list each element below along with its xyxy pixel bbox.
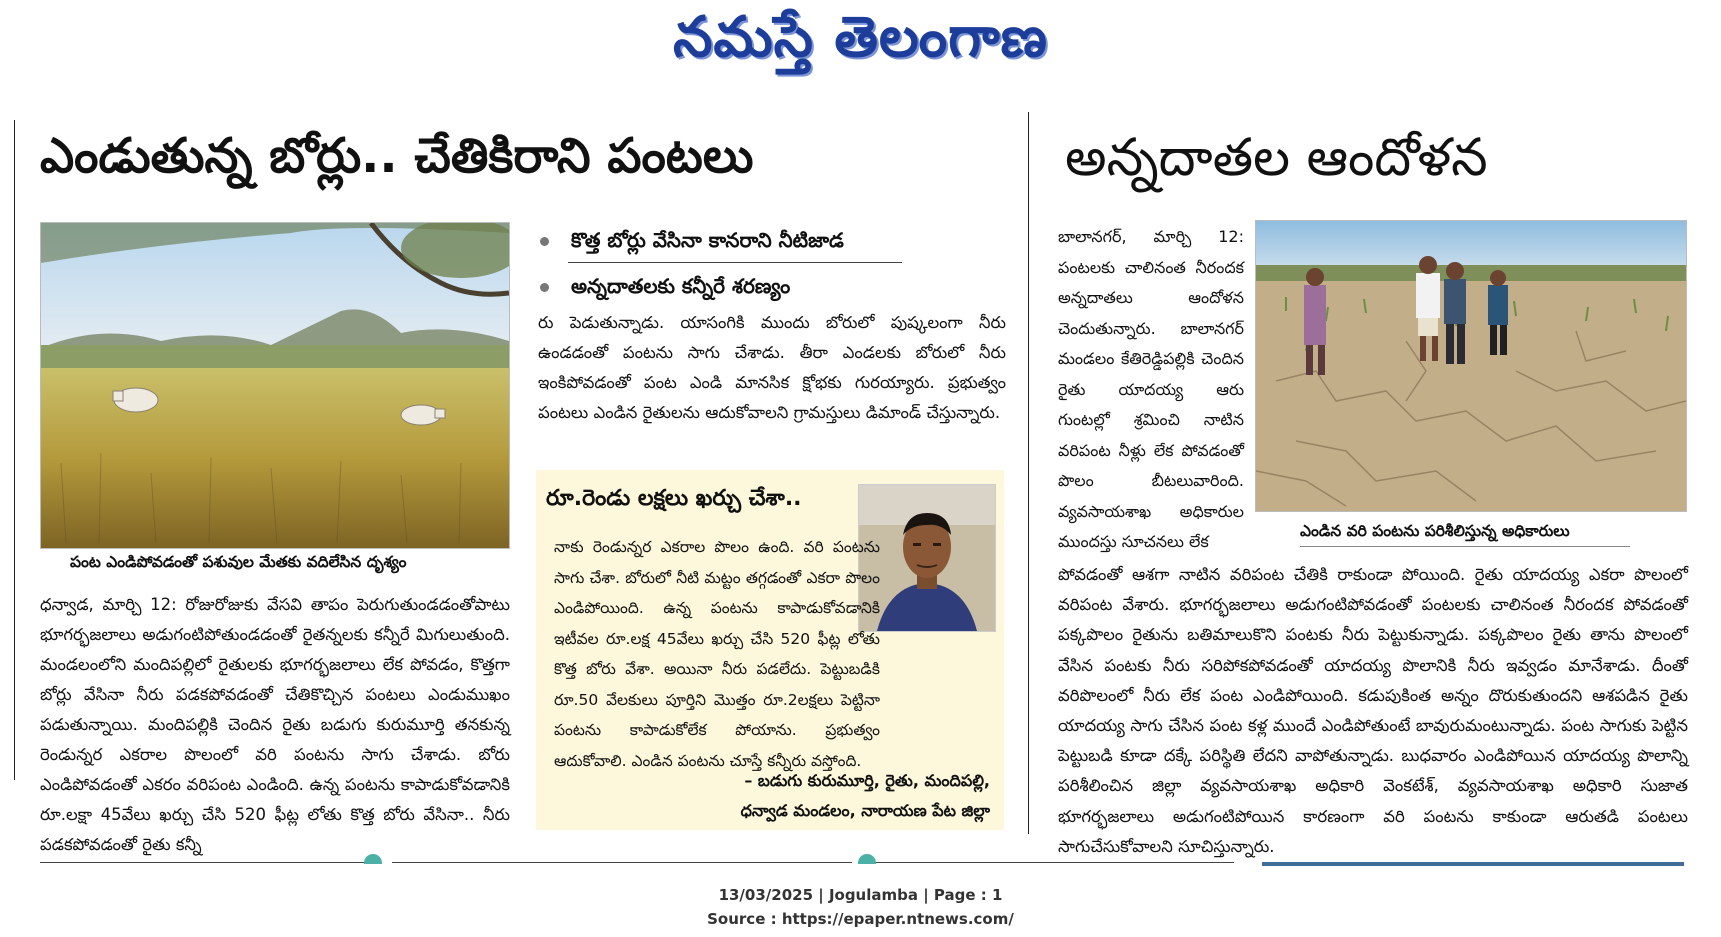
right-photo-caption: ఎండిన వరి పంటను పరిశీలిస్తున్న అధికారులు	[1300, 522, 1570, 540]
right-body-text: పోవడంతో ఆశగా నాటిన వరిపంట చేతికి రాకుండా పోయింది. రైతు యాదయ్య ఎకరా పొలంలో వరిపంట వేశారు. భూగర్భజలాలు అడుగంటిపోవడంతో పంటలకు చాలినంత నీరందక పోవడంతో పక్కపొలం రైతును బతిమాలుకొని పంటకు నీరు పెట్టుకున్నాడు. పక్కపొలం రైతు తాను పొలంలో వేసిన పంటకు నీరు సరిపోకపోవడంతో యాదయ్య పొలానికి నీరు ఇవ్వడం మానేశాడు. దీంతో వరిపొలంలో నీరు లేక పంట ఎండిపోయింది. కడుపుకింత అన్నం దొరుకుతుందని ఆశపడిన రైతు యాదయ్య సాగు చేసిన పంట కళ్ల ముందే ఎండిపోతుంటే బావురుమంటున్నాడు. పంట సాగుకు పెట్టిన పెట్టుబడి కూడా దక్కే పరిస్థితి లేదని వాపోతున్నాడు. బుధవారం ఎండిపోయిన యాదయ్య పొలాన్ని పరిశీలించిన జిల్లా వ్యవసాయశాఖ అధికారి వెంకటేశ్, వ్యవసాయశాఖ అధికారి సుజాత భూగర్భజలాలు అడుగంటిపోయిన కారణంగా వరి పంటను కాకుండా ఆరుతడి పంటలు సాగుచేసుకోవాలని సూచిస్తున్నారు.	[1058, 565, 1688, 856]
bullet-item	[540, 274, 790, 303]
left-article-body	[40, 590, 510, 860]
bullet-icon	[540, 237, 549, 246]
bottom-rule-left	[40, 862, 370, 863]
bottom-rule-mid2	[874, 862, 1234, 863]
quote-signature	[741, 766, 990, 826]
bullet-text: కొత్త బోర్లు వేసినా కానరాని నీటిజాడ	[571, 228, 844, 252]
bullet-item	[540, 228, 844, 257]
masthead	[0, 4, 1721, 84]
column-divider	[1028, 112, 1029, 834]
right-intro-text: బాలానగర్, మార్చి 12: పంటలకు చాలినంత నీరందక అన్నదాతలు ఆందోళన చెందుతున్నారు. బాలానగర్ మండలం కేతిరెడ్డిపల్లికి చెందిన రైతు యాదయ్య ఆరు గుంటల్లో శ్రమించి నాటిన వరిపంట నీళ్లు లేక పోవడంతో పొలం బీటలువారింది. వ్యవసాయశాఖ అధికారుల ముందస్తు సూచనలు లేక	[1058, 227, 1244, 551]
farmer-quote-box	[536, 470, 1004, 830]
signature-line: ధన్వాడ మండలం, నారాయణ పేట జిల్లా	[740, 801, 990, 820]
left-article-continuation	[538, 308, 1006, 428]
paddy-inspection-illustration	[1256, 221, 1686, 511]
caption-underline	[1300, 546, 1630, 547]
dry-field-illustration	[41, 223, 509, 548]
left-headline: ఎండుతున్న బోర్లు.. చేతికిరాని పంటలు	[40, 128, 754, 184]
paddy-inspection-photo	[1255, 220, 1687, 512]
right-article-body	[1058, 560, 1688, 862]
dry-field-photo	[40, 222, 510, 549]
bullet-text: అన్నదాతలకు కన్నీరే శరణ్యం	[571, 274, 791, 298]
right-article-intro	[1058, 222, 1244, 558]
bullet-icon	[540, 283, 549, 292]
continuation-text: రు పెడుతున్నాడు. యాసంగికి ముందు బోరులో పుష్కలంగా నీరు ఉండడంతో పంటను సాగు చేశాడు. తీరా ఎండలకు బోరులో నీరు ఇంకిపోవడంతో పంట ఎండి మానసిక క్షోభకు గురయ్యారు. ప్రభుత్వం పంటలు ఎండిన రైతులను ఆదుకోవాలని గ్రామస్తులు డిమాండ్ చేస్తున్నారు.	[538, 313, 1006, 422]
bottom-rule-mid	[392, 862, 852, 863]
bullet-divider	[568, 262, 902, 263]
newspaper-logo: నమస్తే తెలంగాణ	[673, 4, 1048, 70]
left-border	[14, 120, 15, 780]
footer-date-edition: 13/03/2025 | Jogulamba | Page : 1	[718, 886, 1003, 904]
ornament-icon	[858, 854, 876, 864]
left-body-text: ధన్వాడ, మార్చి 12: రోజురోజుకు వేసవి తాపం పెరుగుతుండడంతోపాటు భూగర్భజలాలు అడుగంటిపోతుండడంతో రైతన్నలకు కన్నీరే మిగులుతుంది. మండలంలోని మందిపల్లిలో రైతులకు భూగర్భజలాలు లేక పోవడం, కొత్తగా బోర్లు వేసినా నీరు పడకపోవడంతో చేతికొచ్చిన పంటలు ఎండుముఖం పడుతున్నాయి. మందిపల్లికి చెందిన రైతు బడుగు కురుమూర్తి తనకున్న రెండున్నర ఎకరాల పొలంలో వరి పంటను సాగు చేశాడు. బోరు ఎండిపోవడంతో ఎకరం వరిపంట ఎండింది. ఉన్న పంటను కాపాడుకోవడానికి రూ.లక్షా 45వేలు ఖర్చు చేసి 520 ఫీట్ల లోతు కొత్త బోరు వేసినా.. నీరు పడకపోవడంతో రైతు కన్నీ	[40, 595, 510, 854]
quote-title: రూ.రెండు లక్షలు ఖర్చు చేశా..	[546, 486, 802, 511]
signature-line: – బడుగు కురుమూర్తి, రైతు, మందిపల్లి,	[744, 771, 990, 790]
left-photo-caption: పంట ఎండిపోవడంతో పశువుల మేతకు వదిలేసిన దృశ్యం	[70, 553, 407, 571]
bottom-rule-right	[1262, 862, 1684, 866]
footer-source: Source : https://epaper.ntnews.com/	[707, 910, 1014, 928]
right-headline: అన్నదాతల ఆందోళన	[1065, 128, 1488, 188]
quote-text: నాకు రెండున్నర ఎకరాల పొలం ఉంది. వరి పంటను సాగు చేశా. బోరులో నీటి మట్టం తగ్గడంతో ఎకరా పొలం ఎండిపోయింది. ఉన్న పంటను కాపాడుకోవడానికి ఇటీవల రూ.లక్ష 45వేలు ఖర్చు చేసి 520 ఫీట్ల లోతు కొత్త బోరు వేశా. అయినా నీరు పడలేదు. పెట్టుబడికి రూ.50 వేలకులు పూర్తిని మొత్తం రూ.2లక్షలు పెట్టినా పంటను కాపాడుకోలేక పోయాను. ప్రభుత్వం ఆదుకోవాలి. ఎండిన పంటను చూస్తే కన్నీరు వస్తోంది.	[554, 538, 880, 770]
